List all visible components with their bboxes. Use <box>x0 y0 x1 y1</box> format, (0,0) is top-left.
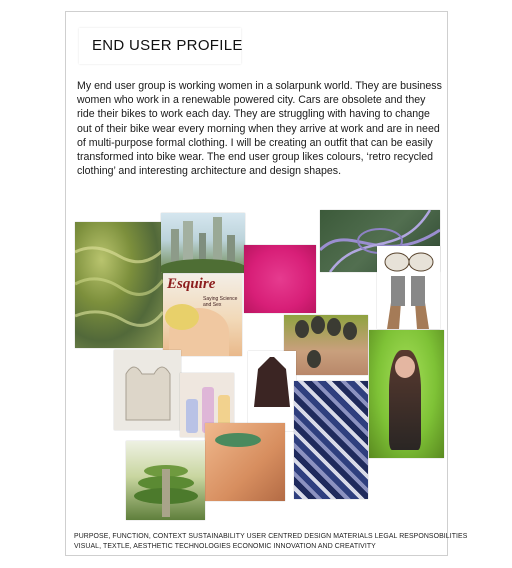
black-top-photo <box>248 351 296 431</box>
intro-paragraph: My end user group is working women in a solarpunk world. They are business women who work in a renewable powered city. Cars are obsolete and they ride their bikes to work each day. They are struggling with having to change out of their bike wear every morning when they arrive at work and are in need of multi-purpose formal clothing. I will be creating an outfit that can be easily transformed into bike wear. The end user group likes colours, ‘retro recycled clothing’ and interesting architecture and design shapes. <box>77 80 442 178</box>
black-top <box>248 351 296 431</box>
water-photo <box>75 222 163 348</box>
knit-garment <box>114 350 181 430</box>
eye-shape <box>215 433 261 447</box>
legs-sneakers-photo <box>377 246 440 329</box>
pattern-fabric-photo <box>294 381 368 499</box>
footer-tags-line-1: PURPOSE, FUNCTION, CONTEXT SUSTAINABILITY USER CENTRED DESIGN MATERIALS LEGAL RESPONSOBILITIES <box>74 533 468 540</box>
magazine-cover <box>163 274 242 356</box>
footer-tags-line-2: VISUAL, TEXTLE, AESTHETIC TECHNOLOGIES ECONOMIC INNOVATION AND CREATIVITY <box>74 543 376 550</box>
page-title: END USER PROFILE <box>92 37 243 54</box>
pink-fabric-photo <box>244 245 316 313</box>
title-box <box>79 28 241 64</box>
magazine-masthead: Esquire <box>167 276 216 292</box>
solarpunk-city-photo <box>161 213 245 273</box>
water-ripples <box>75 222 163 348</box>
legs-illustration <box>377 246 440 329</box>
knit-top-photo <box>114 350 181 430</box>
hair-shape <box>165 304 199 330</box>
closeup-eye-photo <box>205 423 285 501</box>
green-portrait-photo <box>369 330 444 458</box>
nails-photo <box>284 315 368 375</box>
magazine-coverline: Saying Science and Sex <box>203 296 238 308</box>
face-shape <box>395 356 415 378</box>
green-architecture-photo <box>126 441 205 520</box>
city-towers <box>161 213 245 273</box>
painted-nails <box>284 315 368 375</box>
tiered-building <box>126 441 205 520</box>
